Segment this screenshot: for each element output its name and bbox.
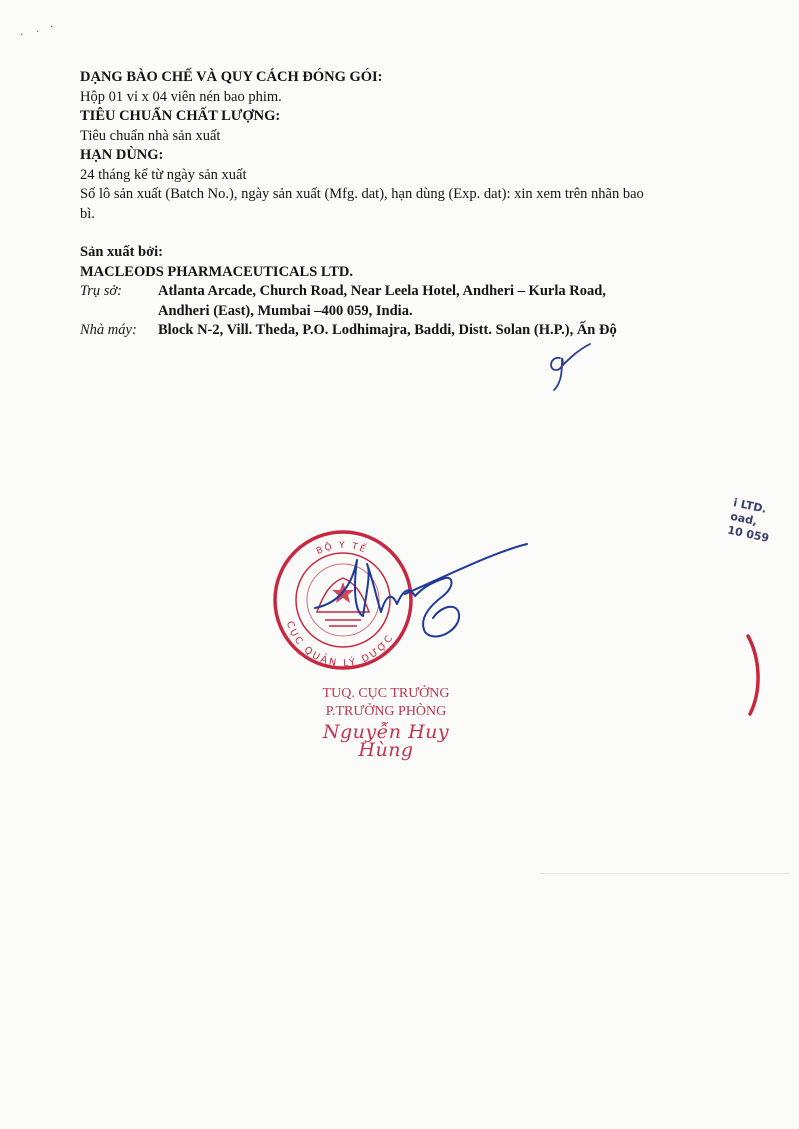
hq-label: Trụ sở: — [80, 283, 122, 299]
signatory-block — [296, 685, 476, 759]
factory-label: Nhà máy: — [80, 322, 137, 338]
company-name: MACLEODS PHARMACEUTICALS LTD. — [80, 263, 353, 280]
section-text-dosage-form: Hộp 01 vỉ x 04 viên nén bao phim. — [80, 88, 282, 105]
section-heading-quality-standard: TIÊU CHUẨN CHẤT LƯỢNG: — [80, 108, 281, 124]
scan-speck: · — [20, 30, 24, 41]
section-heading-shelf-life: HẠN DÙNG: — [80, 147, 164, 163]
stamp-bottom-text: CỤC QUẢN LÝ DƯỢC — [283, 619, 397, 670]
svg-text:BỘ Y TẾ — [315, 540, 369, 557]
svg-text:CỤC QUẢN LÝ DƯỢC — [284, 620, 397, 669]
section-text-quality-standard: Tiêu chuẩn nhà sản xuất — [80, 127, 221, 144]
stamp-top-text: BỘ Y TẾ — [315, 540, 369, 558]
partial-company-stamp — [726, 496, 776, 546]
partial-stamp-line-1: i LTD. — [732, 496, 768, 516]
stamp-seal-icon — [275, 532, 411, 669]
scan-artifact-line — [540, 873, 790, 874]
factory-address: Block N-2, Vill. Theda, P.O. Lodhimajra, Baddi, Distt. Solan (H.P.), Ấn Độ — [158, 322, 617, 338]
hq-label-spacer — [80, 302, 158, 322]
manufacturer-label: Sản xuất bởi: — [80, 244, 163, 260]
document-body — [80, 68, 760, 341]
partial-stamp-line-3: 10 059 — [726, 523, 771, 545]
partial-stamp-line-2: oad, — [729, 509, 759, 529]
factory-address-row — [80, 321, 760, 341]
signatory-name: Nguyễn Huy Hùng — [322, 721, 450, 761]
scan-speck: · — [50, 22, 54, 33]
hq-address-line-2: Andheri (East), Mumbai –400 059, India. — [158, 302, 413, 319]
section-heading-dosage-form: DẠNG BÀO CHẾ VÀ QUY CÁCH ĐÓNG GÓI: — [80, 69, 383, 85]
batch-note-line-2: bì. — [80, 205, 95, 222]
hq-address-row-2 — [80, 302, 760, 322]
batch-note-line-1: Số lô sản xuất (Batch No.), ngày sản xuất (Mfg. dat), hạn dùng (Exp. dat): xin xem trên nhãn bao — [80, 186, 644, 202]
hq-address-line-1: Atlanta Arcade, Church Road, Near Leela Hotel, Andheri – Kurla Road, — [158, 283, 606, 299]
section-text-shelf-life: 24 tháng kể từ ngày sản xuất — [80, 166, 247, 183]
hq-address-row — [80, 282, 760, 302]
initials-signature-icon — [540, 340, 600, 400]
spacer — [80, 224, 760, 243]
signatory-title-line-1: TUQ. CỤC TRƯỞNG — [322, 686, 450, 701]
official-stamp — [255, 520, 545, 685]
partial-stamp-arc-icon — [740, 630, 770, 720]
scan-speck: · — [36, 27, 40, 38]
signatory-title-line-2: P.TRƯỞNG PHÒNG — [325, 704, 447, 719]
